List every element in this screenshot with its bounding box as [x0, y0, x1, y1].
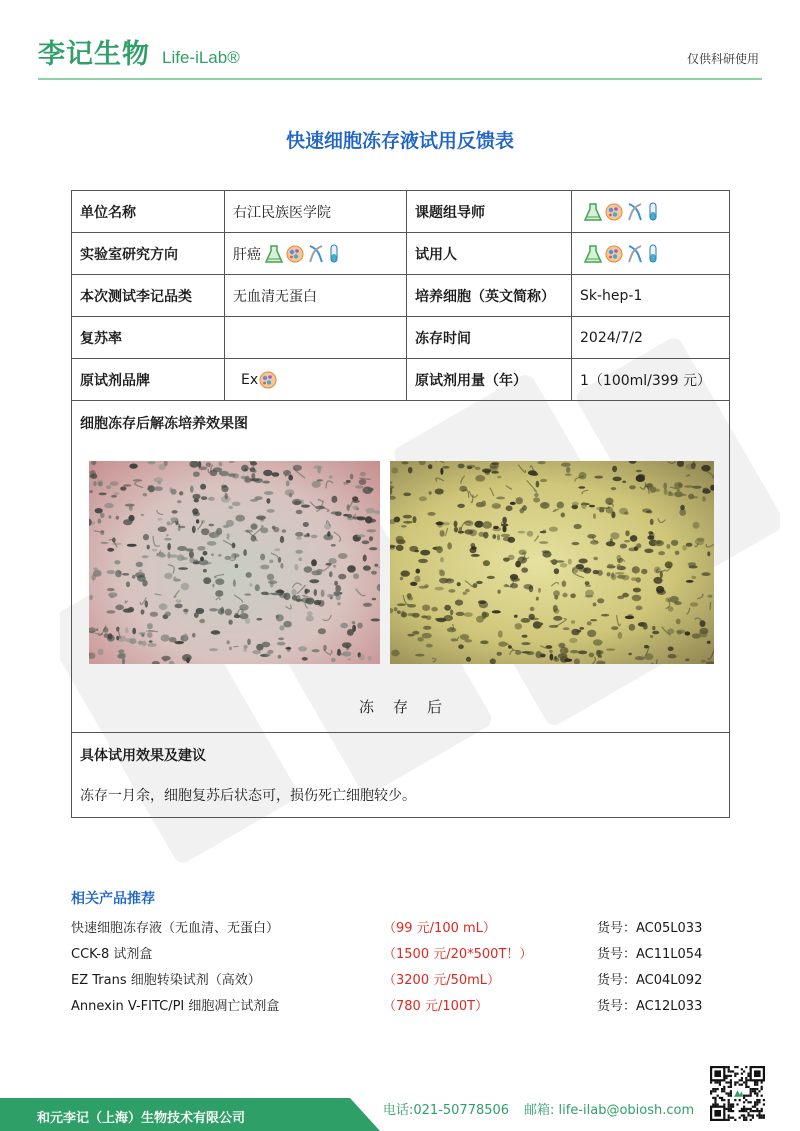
value-cell — [225, 317, 407, 359]
test-tube-icon — [647, 244, 659, 264]
product-code: 货号：AC12L033 — [597, 999, 703, 1014]
value-cell: 2024/7/2 — [572, 317, 730, 359]
product-name: CCK-8 试剂盒 — [71, 947, 153, 962]
value-cell — [225, 359, 407, 401]
photo-section-label: 细胞冻存后解冻培养效果图 — [80, 416, 248, 432]
product-code: 货号：AC04L092 — [597, 973, 703, 988]
product-name: Annexin V-FITC/PI 细胞凋亡试剂盒 — [71, 999, 280, 1014]
list-item — [71, 995, 751, 1021]
cells-icon — [259, 371, 277, 389]
footer-phone: 电话:021-50778506 — [383, 1103, 510, 1118]
product-list — [71, 917, 751, 1021]
header-divider — [38, 78, 762, 80]
product-price: （3200 元/50mL） — [383, 973, 501, 988]
product-code: 货号：AC11L054 — [597, 947, 703, 962]
product-price: （99 元/100 mL） — [383, 921, 496, 936]
brand-logo — [38, 32, 240, 71]
value-cell: 1（100ml/399 元） — [572, 359, 730, 401]
label-cell: 培养细胞（英文简称） — [407, 275, 572, 317]
value-cell: 右江民族医学院 — [225, 191, 407, 233]
dna-icon — [626, 202, 644, 222]
label-cell: 本次测试李记品类 — [72, 275, 225, 317]
footer-company-name: 和元李记（上海）生物技术有限公司 — [37, 1111, 246, 1126]
dna-icon — [307, 244, 325, 264]
product-price: （1500 元/20*500T！） — [383, 947, 533, 962]
dna-icon — [626, 244, 644, 264]
product-name: EZ Trans 细胞转染试剂（高效） — [71, 973, 261, 988]
logo-mark-group — [265, 244, 340, 264]
document-title: 快速细胞冻存液试用反馈表 — [285, 130, 514, 152]
logo-mark-group — [584, 244, 659, 264]
flask-icon — [584, 202, 602, 222]
feedback-label: 具体试用效果及建议 — [80, 748, 206, 764]
table-row — [72, 275, 730, 317]
label-cell: 原试剂用量（年） — [407, 359, 572, 401]
value-cell — [572, 191, 730, 233]
cells-icon — [286, 245, 304, 263]
list-item — [71, 943, 751, 969]
value-text: 肝癌 — [233, 246, 261, 263]
research-use-note: 仅供科研使用 — [686, 52, 759, 66]
value-cell — [572, 233, 730, 275]
micrograph-right — [390, 461, 714, 664]
qr-code-icon — [710, 1066, 765, 1121]
logo-mark-group — [584, 202, 659, 222]
label-cell: 实验室研究方向 — [72, 233, 225, 275]
photo-section — [72, 401, 730, 733]
value-cell: 无血清无蛋白 — [225, 275, 407, 317]
feedback-text: 冻存一月余，细胞复苏后状态可，损伤死亡细胞较少。 — [80, 788, 416, 804]
product-name: 快速细胞冻存液（无血清、无蛋白） — [71, 921, 280, 936]
logo-english: Life-iLab® — [162, 48, 240, 67]
flask-icon — [265, 244, 283, 264]
test-tube-icon — [328, 244, 340, 264]
test-tube-icon — [647, 202, 659, 222]
feedback-form-table — [71, 190, 730, 818]
label-cell: 单位名称 — [72, 191, 225, 233]
table-row — [72, 233, 730, 275]
table-row — [72, 359, 730, 401]
product-price: （780 元/100T） — [383, 999, 489, 1014]
table-row — [72, 191, 730, 233]
table-row — [72, 317, 730, 359]
list-item — [71, 969, 751, 995]
value-cell: Sk-hep-1 — [572, 275, 730, 317]
label-cell: 课题组导师 — [407, 191, 572, 233]
micrograph-left — [89, 461, 380, 664]
micrograph-cells — [89, 461, 380, 664]
logo-chinese: 李记生物 — [38, 39, 150, 70]
label-cell: 原试剂品牌 — [72, 359, 225, 401]
photo-caption: 冻存后 — [358, 698, 461, 716]
feedback-section — [72, 733, 730, 818]
flask-icon — [584, 244, 602, 264]
micrograph-cells — [390, 461, 714, 664]
product-code: 货号：AC05L033 — [597, 921, 703, 936]
products-title: 相关产品推荐 — [71, 891, 155, 907]
list-item — [71, 917, 751, 943]
cells-icon — [605, 203, 623, 221]
footer-email: 邮箱: life-ilab@obiosh.com — [524, 1103, 695, 1118]
label-cell: 复苏率 — [72, 317, 225, 359]
cells-icon — [605, 245, 623, 263]
value-cell — [225, 233, 407, 275]
label-cell: 冻存时间 — [407, 317, 572, 359]
label-cell: 试用人 — [407, 233, 572, 275]
value-text: Ex — [241, 371, 259, 388]
